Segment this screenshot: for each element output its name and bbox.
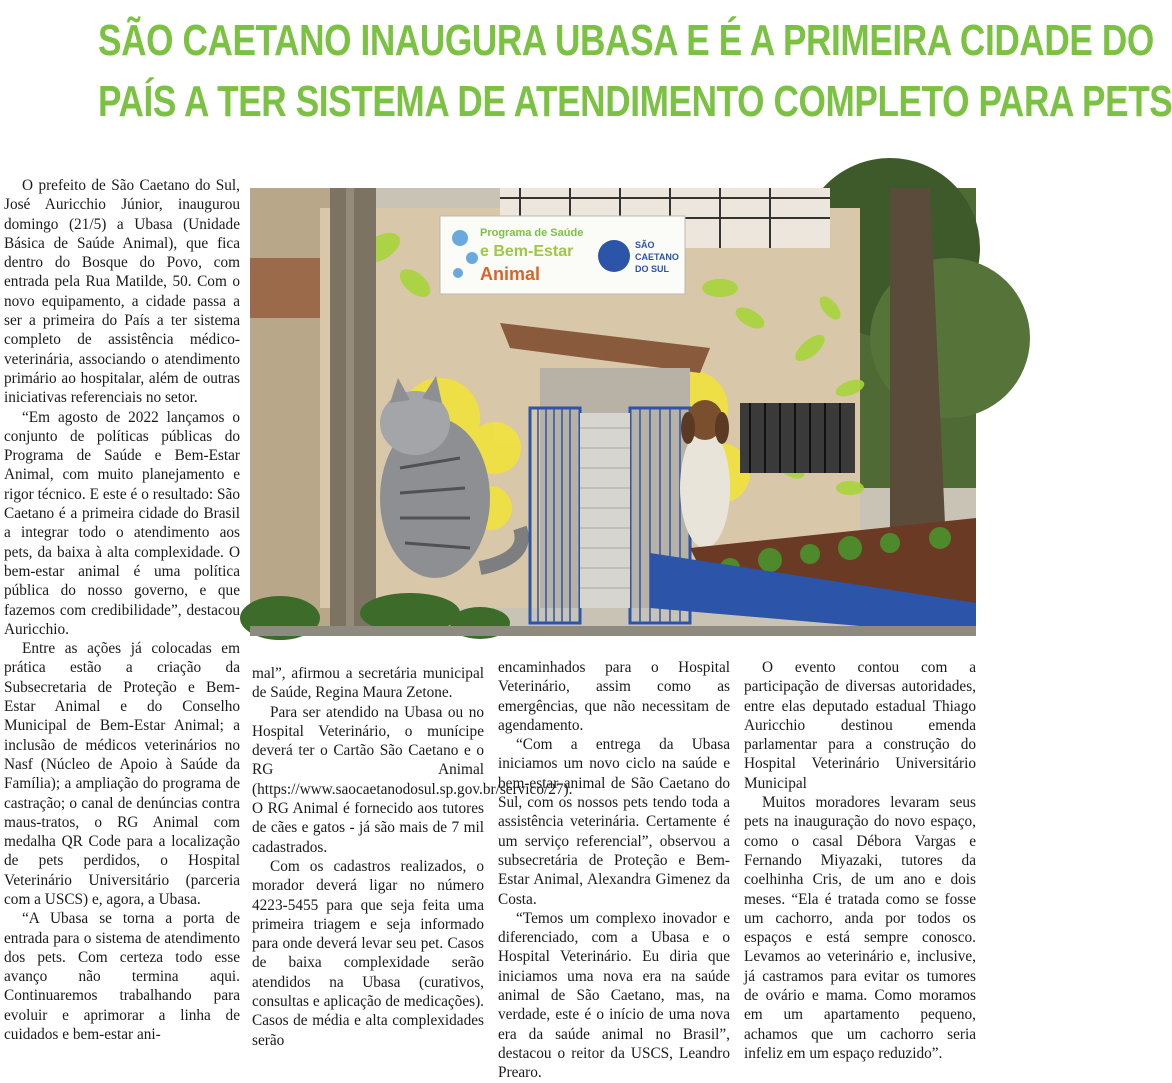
article-column-1 [4,176,240,1044]
paragraph: O evento contou com a participação de diversas autoridades, entre elas deputado estadual Thiago Auricchio destinou emenda parlamentar para a construção do Hospital Veterinário Universitário Municipal [744,659,976,792]
paragraph: “Em agosto de 2022 lançamos o conjunto de políticas públicas do Programa de Saúde e Bem-Estar Animal, com muito planejamento e rigor técnico. E este é o resultado: São Caetano é a primeira cidade do Brasil a integrar todo o atendimento aos pets, da baixa à alta complexidade. O bem-estar animal é uma política pública do nosso governo, e que fazemos com credibilidade”, destacou Auricchio. [4,408,240,638]
sign-city-3: DO SUL [635,264,670,274]
sign-line-3: Animal [480,264,541,284]
paragraph: Entre as ações já colocadas em prática estão a criação da Subsecretaria de Proteção e Bem-Estar Animal e do Conselho Municipal de Bem-Estar Animal; a inclusão de médicos veterinários no Nasf (Núcleo de Apoio à Saúde da Família); a ampliação do programa de castração; o canal de denúncias contra maus-tratos, o RG Animal com medalha QR Code para a localização de pets perdidos, o Hospital Veterinário Universitário (parceria com a USCS) e, agora, a Ubasa. [4,640,240,908]
sign-line-2: e Bem-Estar [480,243,574,260]
article-column-3 [498,658,730,1083]
headline-line-1: SÃO CAETANO INAUGURA UBASA E É A PRIMEIRA CIDADE DO [98,16,1154,65]
headline-line-2: PAÍS A TER SISTEMA DE ATENDIMENTO COMPLETO PARA PETS [98,77,1172,126]
paragraph: “Temos um complexo inovador e diferenciado, com a Ubasa e o Hospital Veterinário. Eu diria que iniciamos uma nova era na saúde animal de São Caetano, mas, na verdade, este é o início de uma nova era da saúde animal no Brasil”, destacou o reitor da USCS, Leandro Prearo. [498,909,730,1082]
sign-city-1: SÃO [635,240,655,250]
article-column-4 [744,658,976,1063]
sign-city-2: CAETANO [635,252,679,262]
paragraph: O prefeito de São Caetano do Sul, José Auricchio Júnior, inaugurou domingo (21/5) a Ubasa (Unidade Básica de Saúde Animal), que fica dentro do Bosque do Povo, com entrada pela Rua Matilde, 50. Com o novo equipamento, a cidade passa a ser a primeira do País a ter sistema completo de assistência médico-veterinária, associando o atendimento primário ao hospitalar, além de outras iniciativas referenciais no setor. [4,177,240,407]
paragraph: encaminhados para o Hospital Veterinário, assim como as emergências, que não necessitam de agendamento. [498,659,730,734]
paragraph: Com os cadastros realizados, o morador deverá ligar no número 4223-5455 para que seja feita uma primeira triagem e seja informado para onde deverá levar seu pet. Casos de baixa complexidade serão atendidos na Ubasa (curativos, consultas e aplicação de medicações). Casos de média e alta complexidades serão [252,857,484,1049]
article-photo [250,188,976,636]
paragraph: “Com a entrega da Ubasa iniciamos um novo ciclo na saúde e bem-estar animal de São Caetano do Sul, com os nossos pets tendo toda a assistência veterinária. Certamente é um serviço referencial”, observou a subsecretária de Proteção e Bem-Estar Animal, Alexandra Gimenez da Costa. [498,736,730,908]
sign-line-1: Programa de Saúde [480,227,584,239]
paragraph: Para ser atendido na Ubasa ou no Hospital Veterinário, o munícipe deverá ter o Cartão São Caetano e o RG Animal (https://www.saocaetanodosul.sp.gov.br/servico/27). O RG Animal é fornecido aos tutores de cães e gatos - já são mais de 7 mil cadastrados. [252,703,573,856]
paragraph: Muitos moradores levaram seus pets na inauguração do novo espaço, como o casal Débora Vargas e Fernando Miyazaki, tutores da coelhinha Cris, de um ano e dois meses. “Ela é tratada como se fosse um cachorro, anda por todos os espaços e está sempre conosco. Levamos ao veterinário e, inclusive, já castramos para evitar os tumores de ovário e mama. Como moramos em um apartamento pequeno, achamos que um cachorro seria infeliz em um espaço reduzido”. [744,794,976,1062]
article-column-2 [252,664,573,1050]
paragraph: mal”, afirmou a secretária municipal de Saúde, Regina Maura Zetone. [252,665,484,702]
headline [98,10,1172,132]
paragraph: “A Ubasa se torna a porta de entrada para o sistema de atendimento dos pets. Com certeza todo esse avanço não termina aqui. Continuaremos trabalhando para evoluir e aprimorar a linha de cuidados e bem-estar ani- [4,910,240,1044]
